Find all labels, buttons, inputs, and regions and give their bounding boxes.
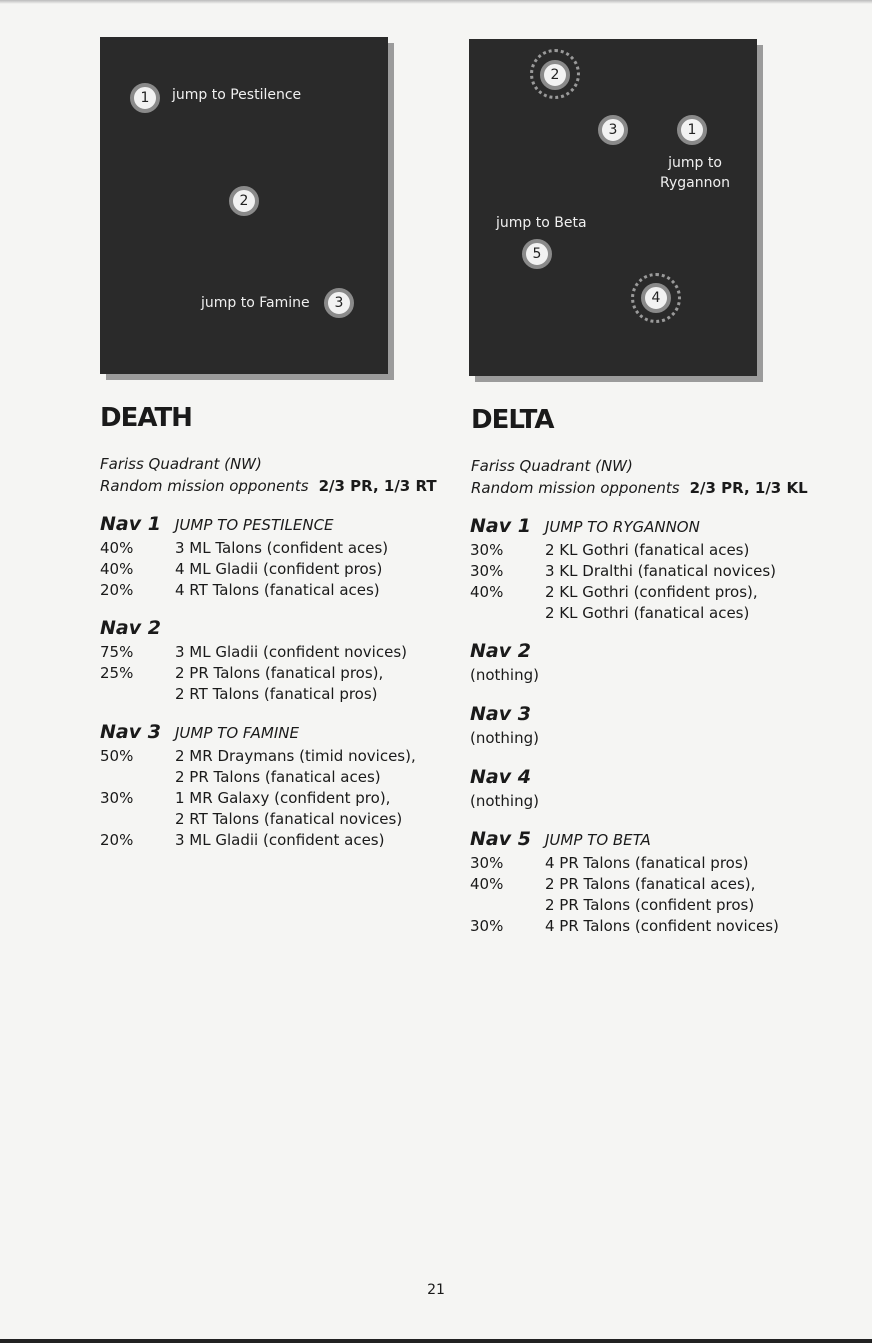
encounter-text: 4 ML Gladii (confident pros): [175, 560, 383, 578]
death-opponents-value: 2/3 PR, 1/3 RT: [318, 477, 437, 495]
encounter-text: 2 KL Gothri (fanatical aces): [545, 541, 750, 559]
encounter-percent: [100, 684, 175, 705]
encounter-row: [470, 916, 779, 937]
delta-nav-point-4: 4: [641, 283, 671, 313]
encounter-percent: [470, 895, 545, 916]
delta-nav-5: [470, 829, 779, 937]
delta-map-label-line-1: jump to: [668, 155, 722, 171]
nav-jump: JUMP TO PESTILENCE: [175, 516, 334, 534]
encounter-percent: [470, 603, 545, 624]
page-bottom-edge: [0, 1339, 872, 1343]
encounter-percent: 20%: [100, 581, 134, 599]
delta-opponents-value: 2/3 PR, 1/3 KL: [689, 479, 808, 497]
nav-nothing: (nothing): [470, 792, 539, 810]
delta-opponents-label: Random mission opponents: [471, 479, 680, 497]
encounter-row: [470, 540, 776, 561]
encounter-row: [470, 561, 776, 582]
death-nav-point-2: 2: [229, 186, 259, 216]
delta-nav-point-1: 1: [677, 115, 707, 145]
encounter-text: 3 ML Gladii (confident aces): [175, 831, 385, 849]
nav-label: Nav 3: [470, 703, 531, 725]
nav-label: Nav 2: [100, 617, 161, 639]
nav-nothing: (nothing): [470, 666, 539, 684]
encounter-text: 3 ML Talons (confident aces): [175, 539, 389, 557]
death-opponents-label: Random mission opponents: [100, 477, 309, 495]
death-opponents: [100, 477, 437, 495]
encounter-text: 4 PR Talons (confident novices): [545, 917, 779, 935]
encounter-text: 4 RT Talons (fanatical aces): [175, 581, 380, 599]
page-top-edge: [0, 0, 872, 4]
encounter-percent: 25%: [100, 664, 134, 682]
nav-label: Nav 4: [470, 766, 531, 788]
delta-map-label-line-2: Rygannon: [660, 175, 730, 191]
encounter-row: [100, 767, 416, 788]
encounter-row: [470, 582, 776, 603]
nav-nothing: (nothing): [470, 729, 539, 747]
delta-nav-1: [470, 516, 776, 624]
nav-label: Nav 5: [470, 828, 531, 850]
encounter-row: [100, 538, 388, 559]
death-nav-1: [100, 514, 388, 601]
delta-nav-point-2: 2: [540, 60, 570, 90]
encounter-text: 2 RT Talons (fanatical novices): [175, 810, 403, 828]
encounter-percent: 30%: [470, 562, 504, 580]
nav-jump: JUMP TO BETA: [545, 831, 651, 849]
encounter-text: 2 PR Talons (fanatical aces),: [545, 875, 756, 893]
nav-label: Nav 1: [100, 513, 161, 535]
delta-title: DELTA: [471, 405, 554, 435]
encounter-percent: 50%: [100, 747, 134, 765]
delta-nav-2: [470, 641, 545, 686]
encounter-percent: 20%: [100, 831, 134, 849]
death-nav-point-3: 3: [324, 288, 354, 318]
encounter-row: [470, 895, 779, 916]
encounter-text: 2 PR Talons (fanatical pros),: [175, 664, 384, 682]
encounter-text: 4 PR Talons (fanatical pros): [545, 854, 749, 872]
page-number: 21: [427, 1282, 445, 1298]
encounter-text: 3 KL Dralthi (fanatical novices): [545, 562, 776, 580]
death-nav-point-1: 1: [130, 83, 160, 113]
encounter-row: [100, 830, 416, 851]
encounter-percent: [100, 767, 175, 788]
delta-map-label-beta: jump to Beta: [496, 215, 587, 231]
nav-jump: JUMP TO FAMINE: [175, 724, 299, 742]
death-quadrant: Fariss Quadrant (NW): [100, 455, 262, 473]
encounter-percent: 30%: [470, 917, 504, 935]
encounter-percent: 40%: [100, 560, 134, 578]
delta-nav-4: [470, 767, 545, 812]
death-title: DEATH: [100, 403, 192, 433]
delta-quadrant: Fariss Quadrant (NW): [471, 457, 633, 475]
encounter-percent: 30%: [470, 854, 504, 872]
death-map-label-pestilence: jump to Pestilence: [172, 87, 302, 103]
encounter-row: [100, 809, 416, 830]
delta-map-label-rygannon: [655, 153, 735, 193]
encounter-row: [100, 580, 388, 601]
nav-jump: JUMP TO RYGANNON: [545, 518, 700, 536]
encounter-percent: 40%: [470, 583, 504, 601]
encounter-row: [100, 559, 388, 580]
death-nav-3: [100, 722, 416, 851]
death-nav-2: [100, 618, 407, 705]
encounter-text: 2 PR Talons (fanatical aces): [175, 768, 381, 786]
encounter-text: 2 MR Draymans (timid novices),: [175, 747, 416, 765]
encounter-percent: 75%: [100, 643, 134, 661]
encounter-row: [100, 642, 407, 663]
delta-opponents: [471, 479, 808, 497]
encounter-percent: 40%: [470, 875, 504, 893]
encounter-row: [100, 788, 416, 809]
death-system-map: [100, 37, 388, 374]
delta-nav-point-5: 5: [522, 239, 552, 269]
encounter-row: [100, 684, 407, 705]
encounter-percent: 40%: [100, 539, 134, 557]
encounter-text: 2 KL Gothri (confident pros),: [545, 583, 758, 601]
delta-nav-3: [470, 704, 545, 749]
encounter-text: 1 MR Galaxy (confident pro),: [175, 789, 391, 807]
encounter-row: [470, 853, 779, 874]
encounter-row: [100, 746, 416, 767]
encounter-text: 2 KL Gothri (fanatical aces): [545, 604, 750, 622]
encounter-row: [470, 603, 776, 624]
death-map-label-famine: jump to Famine: [201, 295, 310, 311]
encounter-percent: 30%: [470, 541, 504, 559]
encounter-row: [470, 874, 779, 895]
delta-system-map: [469, 39, 757, 376]
nav-label: Nav 3: [100, 721, 161, 743]
encounter-text: 2 RT Talons (fanatical pros): [175, 685, 378, 703]
delta-nav-point-3: 3: [598, 115, 628, 145]
encounter-row: [100, 663, 407, 684]
encounter-percent: 30%: [100, 789, 134, 807]
encounter-text: 2 PR Talons (confident pros): [545, 896, 755, 914]
nav-label: Nav 1: [470, 515, 531, 537]
nav-label: Nav 2: [470, 640, 531, 662]
encounter-text: 3 ML Gladii (confident novices): [175, 643, 407, 661]
encounter-percent: [100, 809, 175, 830]
